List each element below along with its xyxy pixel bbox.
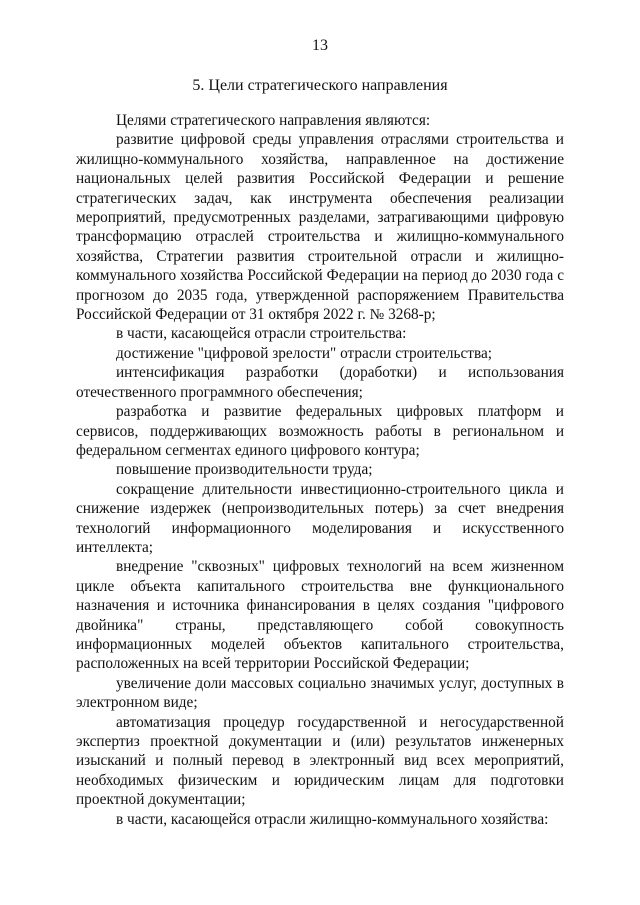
- paragraph-cycle-reduction: сокращение длительности инвестиционно-строительного цикла и снижение издержек (непроизводительных потерь) за счет внедрения технологий информационного моделирования и искусственного интеллекта;: [76, 480, 564, 556]
- section-heading: 5. Цели стратегического направления: [192, 77, 448, 94]
- paragraph-digital-twin: внедрение "сквозных" цифровых технологий на всем жизненном цикле объекта капитального строительства вне функционального назначения и источника финансирования в целях создания "цифрового двойника" страны, представляющего собой совокупность информационных моделей объектов капитального строительства, расположенных на всей территории Российской Федерации;: [76, 558, 564, 673]
- paragraph-digital-environment: развитие цифровой среды управления отраслями строительства и жилищно-коммунального хозяйства, направленное на достижение национальных целей развития Российской Федерации и решение стратегических задач, как инструмента обеспечения реализации мероприятий, предусмотренных разделами, затрагивающими цифровую трансформацию отраслей строительства и жилищно-коммунального хозяйства, Стратегии развития строительной отрасли и жилищно-коммунального хозяйства Российской Федерации на период до 2030 года с прогнозом до 2035 года, утвержденной распоряжением Правительства Российской Федерации от 31 октября 2022 г. № 3268-р;: [76, 131, 564, 324]
- paragraph-productivity: повышение производительности труда;: [116, 461, 373, 479]
- paragraph-housing-header: в части, касающейся отрасли жилищно-коммунального хозяйства:: [116, 810, 549, 828]
- page-number: 13: [312, 37, 328, 54]
- paragraph-construction-header: в части, касающейся отрасли строительства:: [116, 325, 407, 343]
- paragraph-electronic-services: увеличение доли массовых социально значимых услуг, доступных в электронном виде;: [76, 674, 564, 712]
- paragraph-software: интенсификация разработки (доработки) и использования отечественного программного обеспечения;: [76, 364, 564, 401]
- paragraph-expertise-automation: автоматизация процедур государственной и негосударственной экспертиз проектной документации и (или) результатов инженерных изысканий и полный перевод в электронный вид всех мероприятий, необходимых физическим и юридическим лицам для подготовки проектной документации;: [76, 713, 564, 809]
- paragraph-digital-maturity: достижение "цифровой зрелости" отрасли строительства;: [116, 344, 493, 362]
- paragraph-platforms: разработка и развитие федеральных цифровых платформ и сервисов, поддерживающих возможность работы в региональном и федеральном сегментах единого цифрового контура;: [76, 403, 564, 459]
- paragraph-intro: Целями стратегического направления являются:: [116, 112, 431, 129]
- document-body: [76, 111, 564, 829]
